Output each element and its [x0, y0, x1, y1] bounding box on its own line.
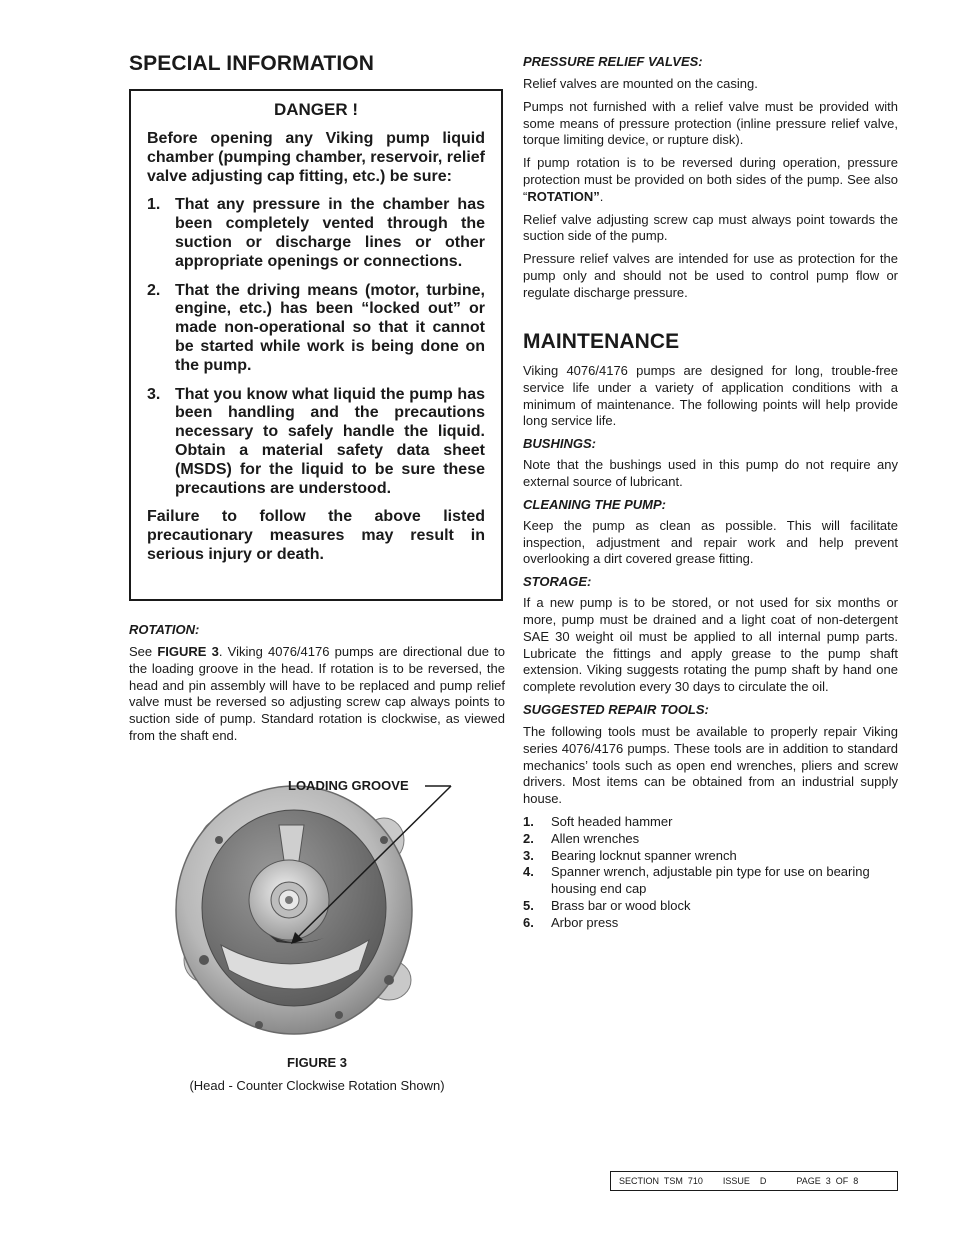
pressure-relief-p5: Pressure relief valves are intended for use as protection for the pump only and should not be used to control pump flow or regulate discharge pressure.	[523, 251, 898, 300]
cleaning-heading: CLEANING THE PUMP:	[523, 496, 666, 512]
rotation-text	[129, 644, 505, 745]
figure-3	[129, 770, 505, 1110]
danger-box	[129, 89, 503, 601]
storage-heading: STORAGE:	[523, 574, 592, 590]
danger-item-text: That the driving means (motor, turbine, engine, etc.) has been “locked out” or made non-operational so that it cannot be started while work is being done on the pump.	[175, 281, 485, 374]
figure-label: FIGURE 3	[287, 1055, 347, 1070]
bushings-heading: BUSHINGS:	[523, 436, 596, 452]
tools-heading: SUGGESTED REPAIR TOOLS:	[523, 701, 709, 717]
list-item-text: Allen wrenches	[551, 830, 640, 846]
danger-item	[147, 282, 485, 376]
pressure-relief-p4: Relief valve adjusting screw cap must always point towards the suction side of the pump.	[523, 211, 898, 244]
danger-item-number: 3.	[147, 385, 161, 403]
maintenance-section	[523, 363, 898, 932]
storage-text: If a new pump is to be stored, or not used for six months or more, pump must be drained and a light coat of non-detergent SAE 30 weight oil must be applied to all internal pump parts. Lubricate the fittings and apply grease to the pump shaft extension. Viking suggests rotating the pump shaft by hand one complete revolution every 30 days to circulate the oil.	[523, 595, 898, 695]
pressure-relief-p3-suffix: .	[599, 188, 604, 204]
danger-title: DANGER !	[273, 100, 359, 119]
danger-list	[147, 196, 485, 498]
pressure-relief-p3-prefix: If pump rotation is to be reversed during operation, pressure protection must be provided on both sides of the pump. See also “	[523, 155, 898, 204]
bushings-text: Note that the bushings used in this pump do not require any external source of lubricant.	[523, 457, 898, 489]
danger-intro: Before opening any Viking pump liquid chamber (pumping chamber, reservoir, relief valve adjusting cap fitting, etc.) be sure:	[147, 130, 485, 185]
list-item-number: 4.	[523, 864, 534, 880]
list-item-text: Arbor press	[551, 914, 619, 930]
list-item-number: 5.	[523, 897, 534, 913]
list-item	[523, 848, 898, 865]
danger-item-text: That you know what liquid the pump has been handling and the precautions necessary to safely handle the liquid. Obtain a material safety data sheet (MSDS) for the liquid to be sure these precautions are understood.	[175, 385, 485, 497]
list-item-text: Soft headed hammer	[551, 813, 673, 829]
maintenance-title: MAINTENANCE	[523, 330, 680, 353]
pressure-relief-heading: PRESSURE RELIEF VALVES:	[523, 54, 703, 69]
list-item	[523, 898, 898, 915]
rotation-section	[129, 622, 505, 745]
danger-item-text: That any pressure in the chamber has been completely vented through the suction or discharge lines or other appropriate openings or connections.	[175, 196, 485, 270]
rotation-text-rest: . Viking 4076/4176 pumps are directional due to the loading groove in the head. If rotation is to be reversed, the head and pin assembly will have to be replaced and pump relief valve must be reversed so adjusting screw cap always points to suction side of pump. Standard rotation is clockwise, as viewed from the shaft end.	[129, 644, 505, 743]
loading-groove-callout: LOADING GROOVE	[288, 778, 409, 793]
list-item-text: Spanner wrench, adjustable pin type for use on bearing housing end cap	[551, 864, 870, 897]
danger-warning: Failure to follow the above listed precautionary measures may result in serious injury or death.	[147, 508, 485, 563]
cleaning-text: Keep the pump as clean as possible. This will facilitate inspection, adjustment and repair work and help prevent overlooking a dirt covered grease fitting.	[523, 517, 898, 567]
list-item-number: 1.	[523, 813, 534, 829]
list-item-number: 3.	[523, 847, 534, 863]
danger-item	[147, 386, 485, 499]
list-item	[523, 831, 898, 848]
list-item	[523, 915, 898, 932]
list-item	[523, 864, 898, 898]
figure-reference: FIGURE 3	[157, 644, 219, 659]
pressure-relief-section	[523, 54, 898, 302]
maintenance-intro: Viking 4076/4176 pumps are designed for long, trouble-free service life under a variety of application conditions with a minimum of maintenance. The following points will help provide long service life.	[523, 363, 898, 429]
rotation-heading: ROTATION:	[129, 622, 200, 637]
special-information-title: SPECIAL INFORMATION	[129, 52, 374, 75]
list-item-text: Brass bar or wood block	[551, 897, 691, 913]
page-footer: SECTION TSM 710 ISSUE D PAGE 3 OF 8	[610, 1171, 898, 1191]
list-item-number: 6.	[523, 914, 534, 930]
list-item	[523, 814, 898, 831]
pressure-relief-p3	[523, 155, 898, 205]
rotation-reference: ROTATION”	[527, 188, 600, 204]
pressure-relief-p1: Relief valves are mounted on the casing.	[523, 76, 758, 91]
rotation-text-prefix: See	[129, 644, 158, 659]
list-item-number: 2.	[523, 830, 534, 846]
tools-list	[523, 814, 898, 932]
list-item-text: Bearing locknut spanner wrench	[551, 847, 737, 863]
danger-item-number: 2.	[147, 281, 161, 299]
tools-text: The following tools must be available to properly repair Viking series 4076/4176 pumps. These tools are in addition to standard mechanics’ tools such as open end wrenches, pliers and screw drivers. Most items can be obtained from an industrial supply house.	[523, 723, 898, 807]
figure-caption: (Head - Counter Clockwise Rotation Shown)	[189, 1078, 445, 1093]
danger-item-number: 1.	[147, 196, 161, 214]
pressure-relief-p2: Pumps not furnished with a relief valve must be provided with some means of pressure protection (inline pressure relief valve, torque limiting device, or rupture disk).	[523, 98, 898, 148]
danger-item	[147, 196, 485, 271]
